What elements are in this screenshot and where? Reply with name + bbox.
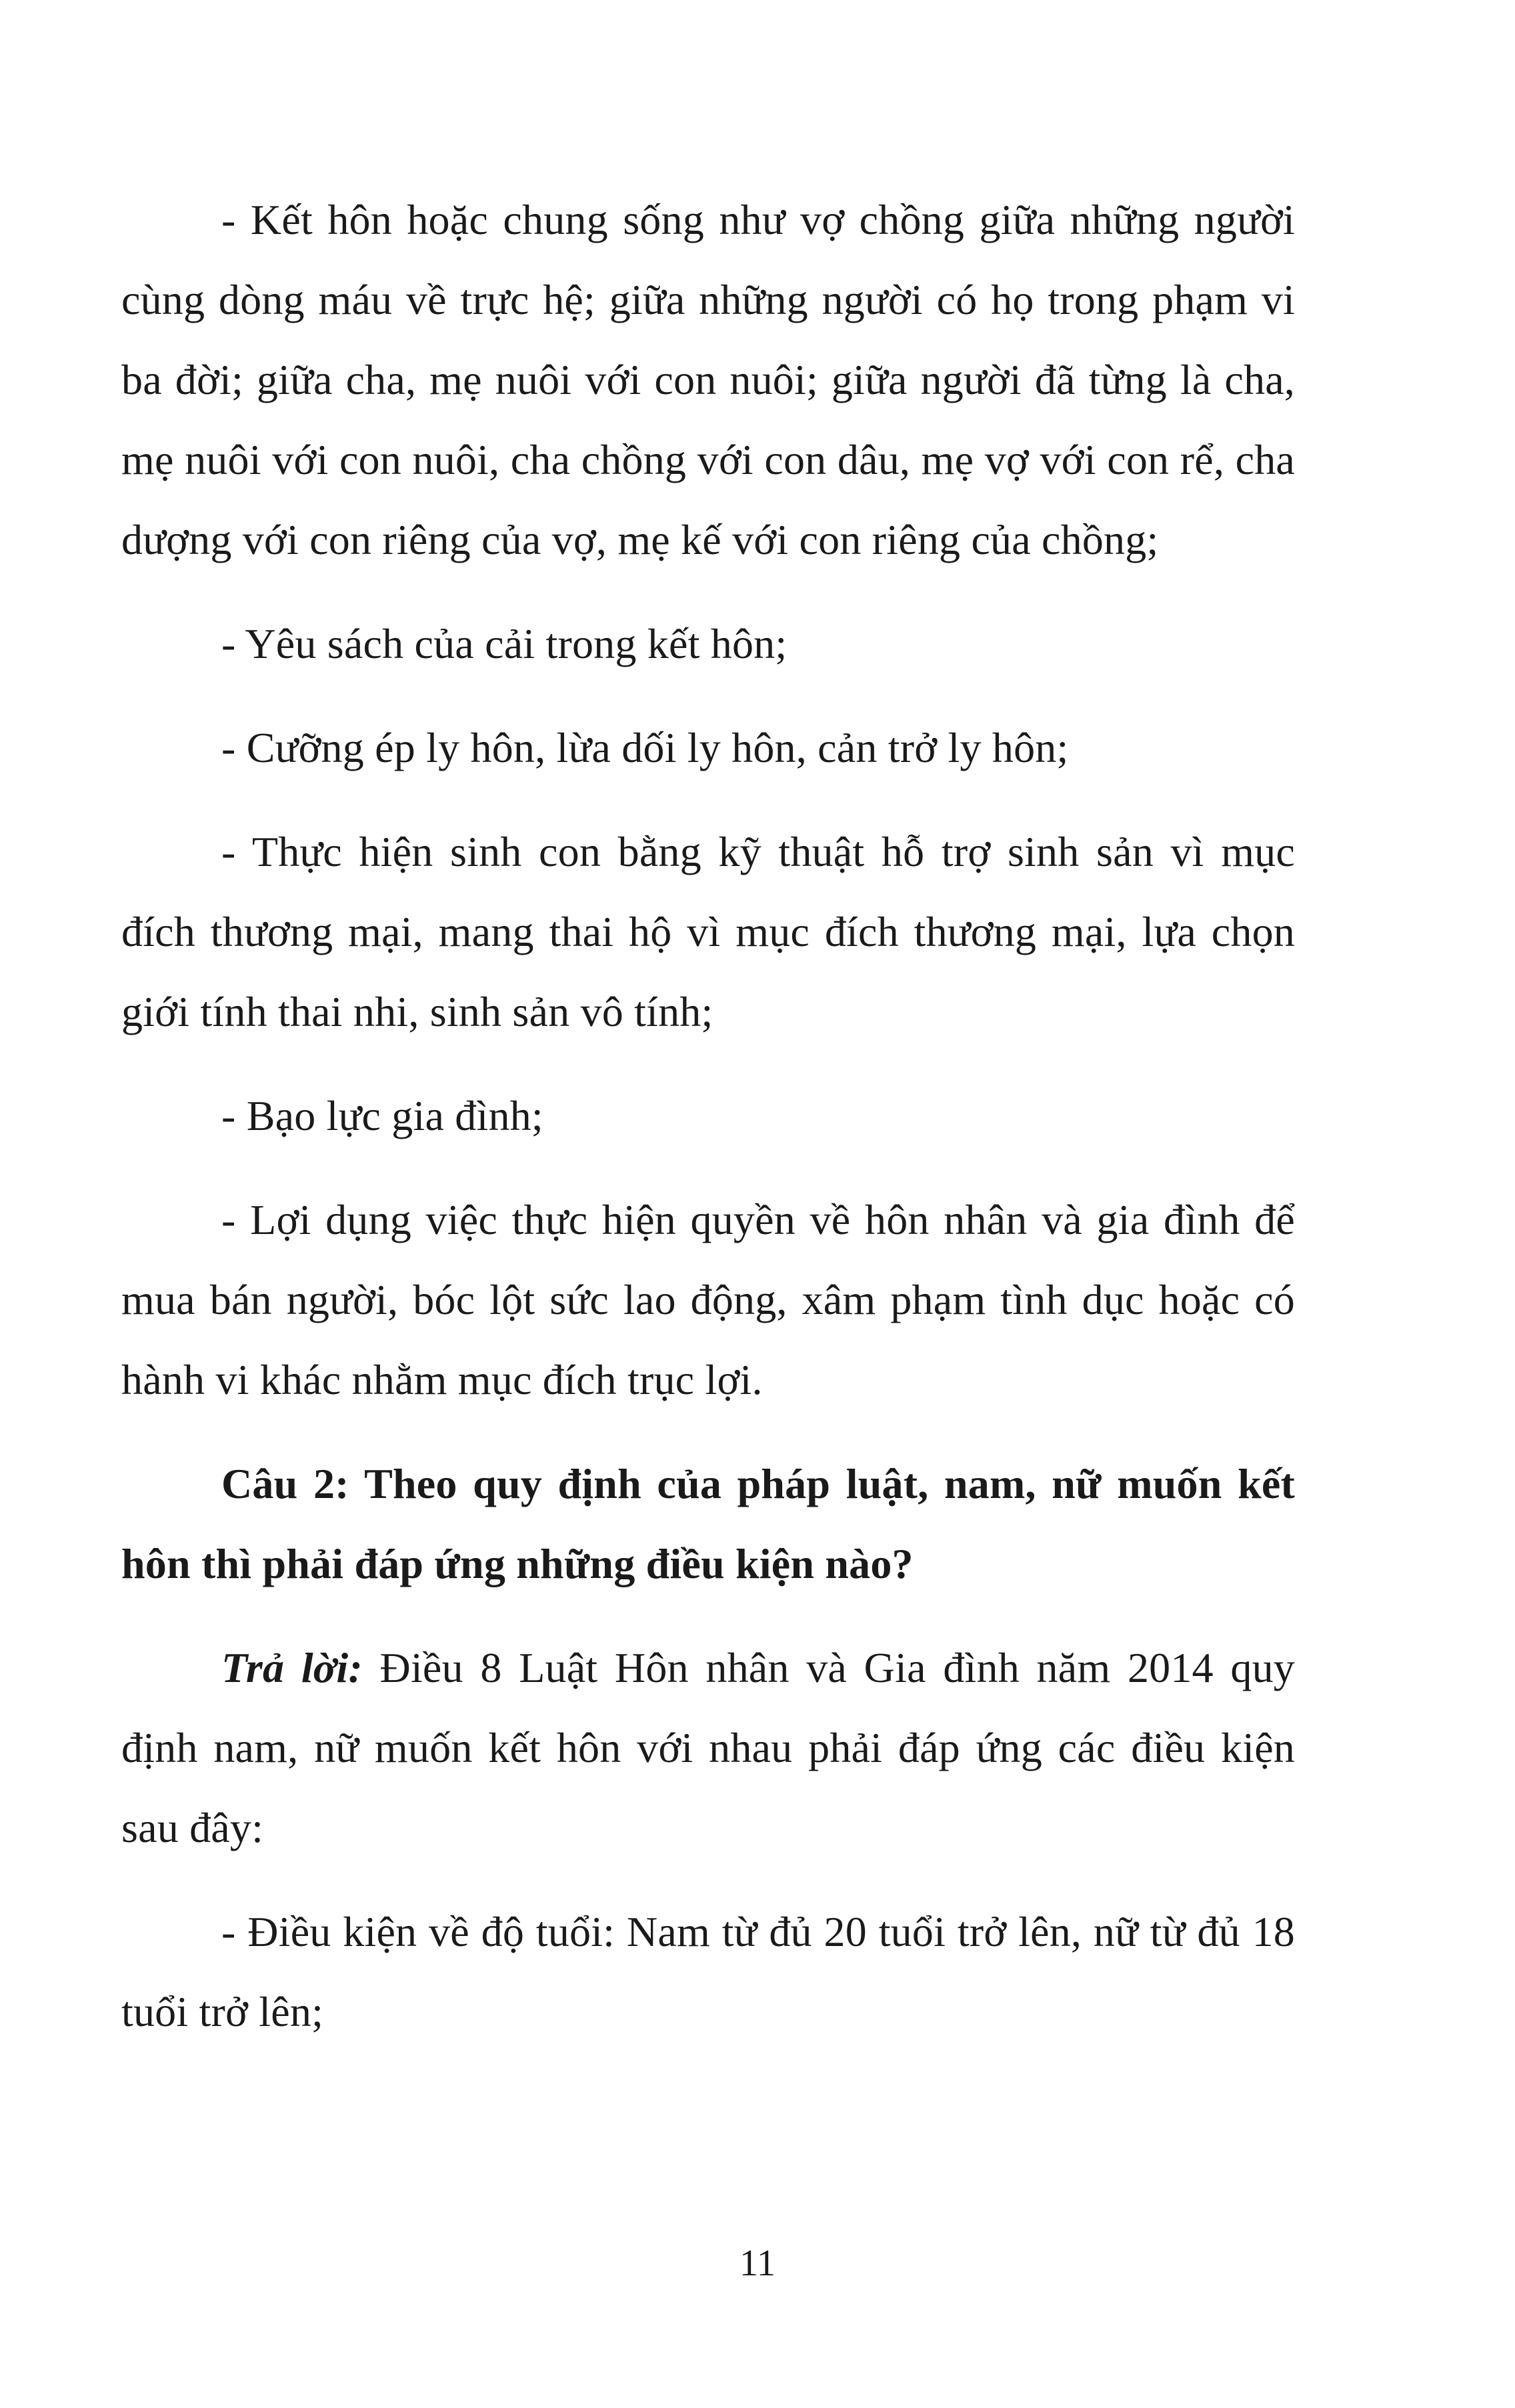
answer-label: Trả lời:	[221, 1644, 363, 1691]
paragraph-domestic-violence: - Bạo lực gia đình;	[221, 1092, 543, 1139]
paragraph-property-demand: - Yêu sách của cải trong kết hôn;	[221, 620, 788, 667]
paragraph-forced-divorce: - Cưỡng ép ly hôn, lừa dối ly hôn, cản trở ly hôn;	[221, 724, 1069, 771]
answer-text: Điều 8 Luật Hôn nhân và Gia đình năm 2014 quy định nam, nữ muốn kết hôn với nhau phải đáp ứng các điều kiện sau đây:	[121, 1644, 1295, 1851]
paragraph-assisted-reproduction: - Thực hiện sinh con bằng kỹ thuật hỗ trợ sinh sản vì mục đích thương mại, mang thai hộ vì mục đích thương mại, lựa chọn giới tính thai nhi, sinh sản vô tính;	[121, 828, 1295, 1035]
question-heading: Câu 2: Theo quy định của pháp luật, nam, nữ muốn kết hôn thì phải đáp ứng những điều kiện nào?	[121, 1460, 1295, 1587]
answer-paragraph	[121, 1628, 1295, 1868]
paragraph-prohibited-marriage: - Kết hôn hoặc chung sống như vợ chồng giữa những người cùng dòng máu về trực hệ; giữa những người có họ trong phạm vi ba đời; giữa cha, mẹ nuôi với con nuôi; giữa người đã từng là cha, mẹ nuôi với con nuôi, cha chồng với con dâu, mẹ vợ với con rể, cha dượng với con riêng của vợ, mẹ kế với con riêng của chồng;	[121, 196, 1295, 563]
body-text	[121, 180, 1295, 2052]
paragraph-age-condition: - Điều kiện về độ tuổi: Nam từ đủ 20 tuổi trở lên, nữ từ đủ 18 tuổi trở lên;	[121, 1908, 1295, 2035]
paragraph-abuse-of-rights: - Lợi dụng việc thực hiện quyền về hôn nhân và gia đình để mua bán người, bóc lột sức lao động, xâm phạm tình dục hoặc có hành vi khác nhằm mục đích trục lợi.	[121, 1196, 1295, 1403]
page-number: 11	[739, 2243, 776, 2284]
